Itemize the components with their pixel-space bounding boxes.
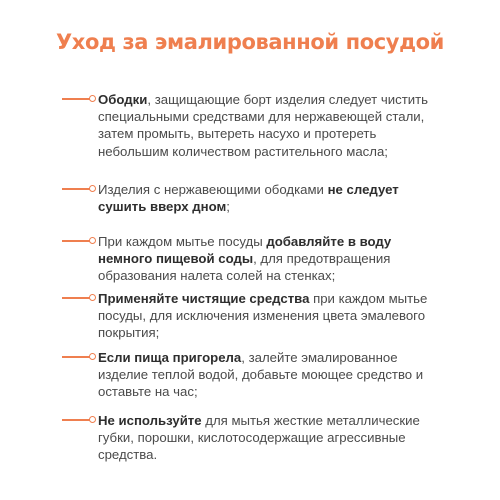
item-body: ; xyxy=(226,199,230,215)
list-item-do-not-use xyxy=(62,412,442,464)
list-item-text xyxy=(98,349,442,401)
list-item-cleaning-agents xyxy=(62,290,442,342)
page-title: Уход за эмалированной посудой xyxy=(56,30,444,54)
item-body: , залейте эмалированное изделие теплой водой, добавьте моющее средство и оставьте на час; xyxy=(98,350,424,400)
bullet-pin-icon xyxy=(62,185,96,193)
list-item-text xyxy=(98,181,442,215)
item-highlight: не следует сушить вверх дном xyxy=(98,182,399,215)
list-item-text xyxy=(98,233,442,285)
item-highlight: Применяйте чистящие средства xyxy=(98,291,310,306)
item-highlight: добавляйте в воду немного пищевой соды xyxy=(98,234,392,267)
list-item-text xyxy=(98,412,442,464)
item-highlight: Если пища пригорела xyxy=(98,350,242,365)
item-body: , защищающие борт изделия следует чистить специальными средствами для нержавеющей стали, затем промыть, вытереть насухо и протереть небольшим количеством растительного масла; xyxy=(98,92,429,159)
item-body: , для предотвращения образования налета солей на стенках; xyxy=(98,251,391,284)
list-item-no-upside-down xyxy=(62,181,442,215)
bullet-pin-icon xyxy=(62,237,96,245)
list-item-text xyxy=(98,91,442,160)
list-item-rims-cleaning xyxy=(62,91,442,160)
list-item-burnt-food xyxy=(62,349,442,401)
item-body: при каждом мытье посуды, для исключения изменения цвета эмалевого покрытия; xyxy=(98,291,428,341)
item-lead: При каждом мытье посуды xyxy=(98,234,267,249)
item-body: для мытья жесткие металлические губки, порошки, кислотосодержащие агрессивные средства. xyxy=(98,413,420,463)
item-lead: Изделия с нержавеющими ободками xyxy=(98,182,328,197)
bullet-pin-icon xyxy=(62,353,96,361)
item-highlight: Не используйте xyxy=(98,413,202,428)
bullet-pin-icon xyxy=(62,416,96,424)
bullet-pin-icon xyxy=(62,95,96,103)
list-item-baking-soda xyxy=(62,233,442,285)
bullet-pin-icon xyxy=(62,294,96,302)
list-item-text xyxy=(98,290,442,342)
item-highlight: Ободки xyxy=(98,92,148,107)
